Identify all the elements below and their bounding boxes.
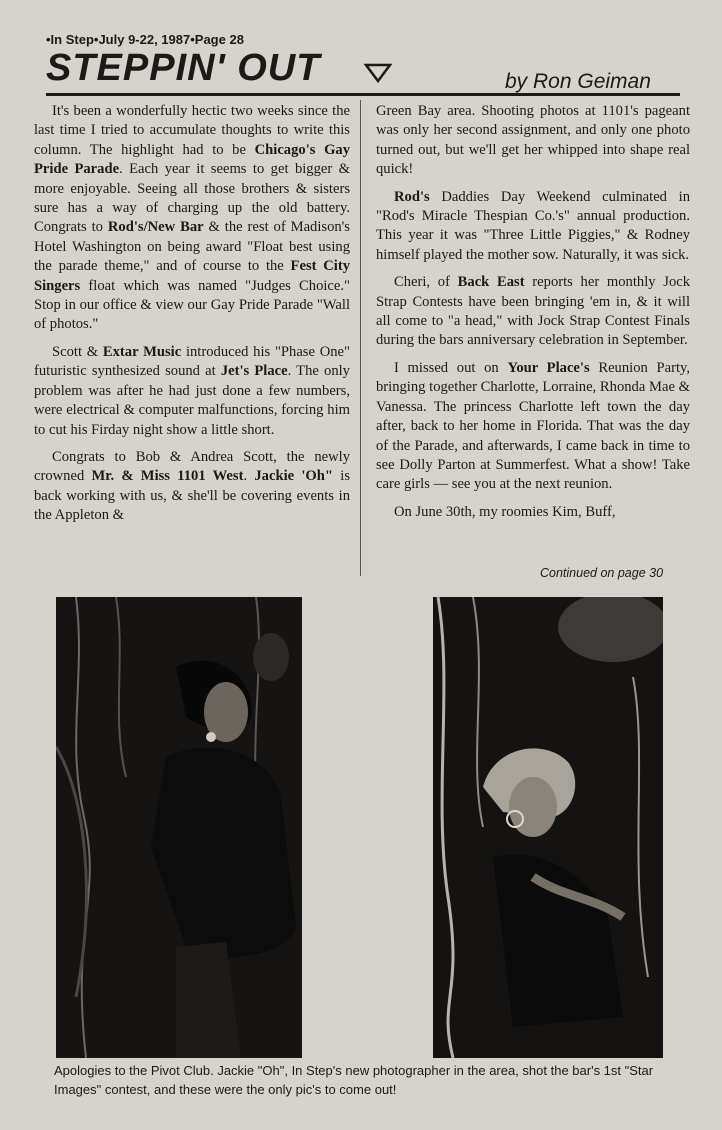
title-rule <box>46 93 680 96</box>
triangle-down-icon <box>363 62 393 84</box>
text-run: I missed out on <box>394 359 508 376</box>
paragraph <box>34 102 350 335</box>
text-run: is back working with us, & she'll be covering events in the Appleton & <box>34 468 351 524</box>
paragraph <box>34 448 350 526</box>
paragraph <box>34 343 350 440</box>
bold-text: Jackie 'Oh" <box>254 468 333 485</box>
continued-note: Continued on page 30 <box>540 566 664 580</box>
photo-right <box>433 597 663 1058</box>
photo-left-image <box>56 597 302 1058</box>
text-run: Cheri, of <box>394 274 458 291</box>
text-run: Reunion Party, bringing together Charlotte, Lorraine, Rhonda Mae & Vanessa. The princess Charlotte left town the day after, back to her home in Florida. That was the day of the Parade, and afterwards, I came back in time to see Dolly Parton at Summerfest. What a show! Take care girls — see you at the next reunion. <box>376 359 690 493</box>
photo-right-image <box>433 597 663 1058</box>
photo-caption: Apologies to the Pivot Club. Jackie "Oh", In Step's new photographer in the area, shot the bar's 1st "Star Images" contest, and these were the only pic's to come out! <box>54 1063 654 1097</box>
paragraph <box>376 273 690 351</box>
text-run: It's been a wonderfully hectic two weeks since the last time I tried to accumulate thoughts to write this column. The highlight had to be <box>34 103 350 158</box>
column-divider <box>360 100 361 576</box>
bold-text: Rod's <box>394 188 430 205</box>
paragraph <box>376 359 690 495</box>
column-title: STEPPIN' OUT <box>46 47 321 89</box>
bold-text: Back East <box>457 274 525 291</box>
text-run: Daddies Day Weekend culminated in "Rod's Miracle Thespian Co.'s" annual production. This year it was "Three Little Piggies," & Rodney himself played the mother sow. Naturally, it was sick. <box>376 188 690 263</box>
byline: by Ron Geiman <box>505 70 651 93</box>
left-column <box>34 102 350 534</box>
paragraph <box>376 102 690 180</box>
bold-text: Jet's Place <box>220 363 288 380</box>
text-run: On June 30th, my roomies Kim, Buff, <box>394 503 616 520</box>
text-run: introduced his "Phase One" futuristic synthesized sound at <box>34 343 350 380</box>
bold-text: Rod's/New Bar <box>107 219 204 236</box>
text-run: . The only problem was after he had just done a few numbers, were electrical & computer malfunctions, forcing him to cut his Firday night show a little short. <box>34 363 350 438</box>
text-run: reports her monthly Jock Strap Contests have been bringing 'em in, & it will all come to "a head," with Jock Strap Contest Finals during the bars anniversary celebration in September. <box>376 274 691 349</box>
paragraph <box>376 188 690 266</box>
right-column <box>376 102 690 530</box>
bold-text: Mr. & Miss 1101 West <box>91 468 244 485</box>
text-run: Congrats to Bob & Andrea Scott, the newly crowned <box>34 448 350 485</box>
text-run: . Each year it seems to get bigger & more enjoyable. Seeing all those brothers & sisters sure has a way of charging up the old battery. Congrats to <box>34 161 351 236</box>
bold-text: Fest City Singers <box>34 258 350 294</box>
issue-header: •In Step•July 9-22, 1987•Page 28 <box>46 32 244 47</box>
bold-text: Chicago's Gay Pride Parade <box>34 141 351 178</box>
text-run: Scott & <box>52 343 103 360</box>
photo-left <box>56 597 302 1058</box>
bold-text: Your Place's <box>507 359 590 376</box>
text-run: Green Bay area. Shooting photos at 1101's pageant was only her second assignment, and only one photo turned out, but we'll get her whipped into shape real quick! <box>376 103 690 178</box>
bold-text: Extar Music <box>102 343 182 360</box>
text-run: & the rest of Madison's Hotel Washington on being award "Float best using the parade theme," and of course to the <box>34 219 350 275</box>
text-run: float which was named "Judges Choice." Stop in our office & view our Gay Pride Parade "Wall of photos." <box>34 277 350 333</box>
paragraph <box>376 503 690 522</box>
text-run: . <box>243 468 255 485</box>
